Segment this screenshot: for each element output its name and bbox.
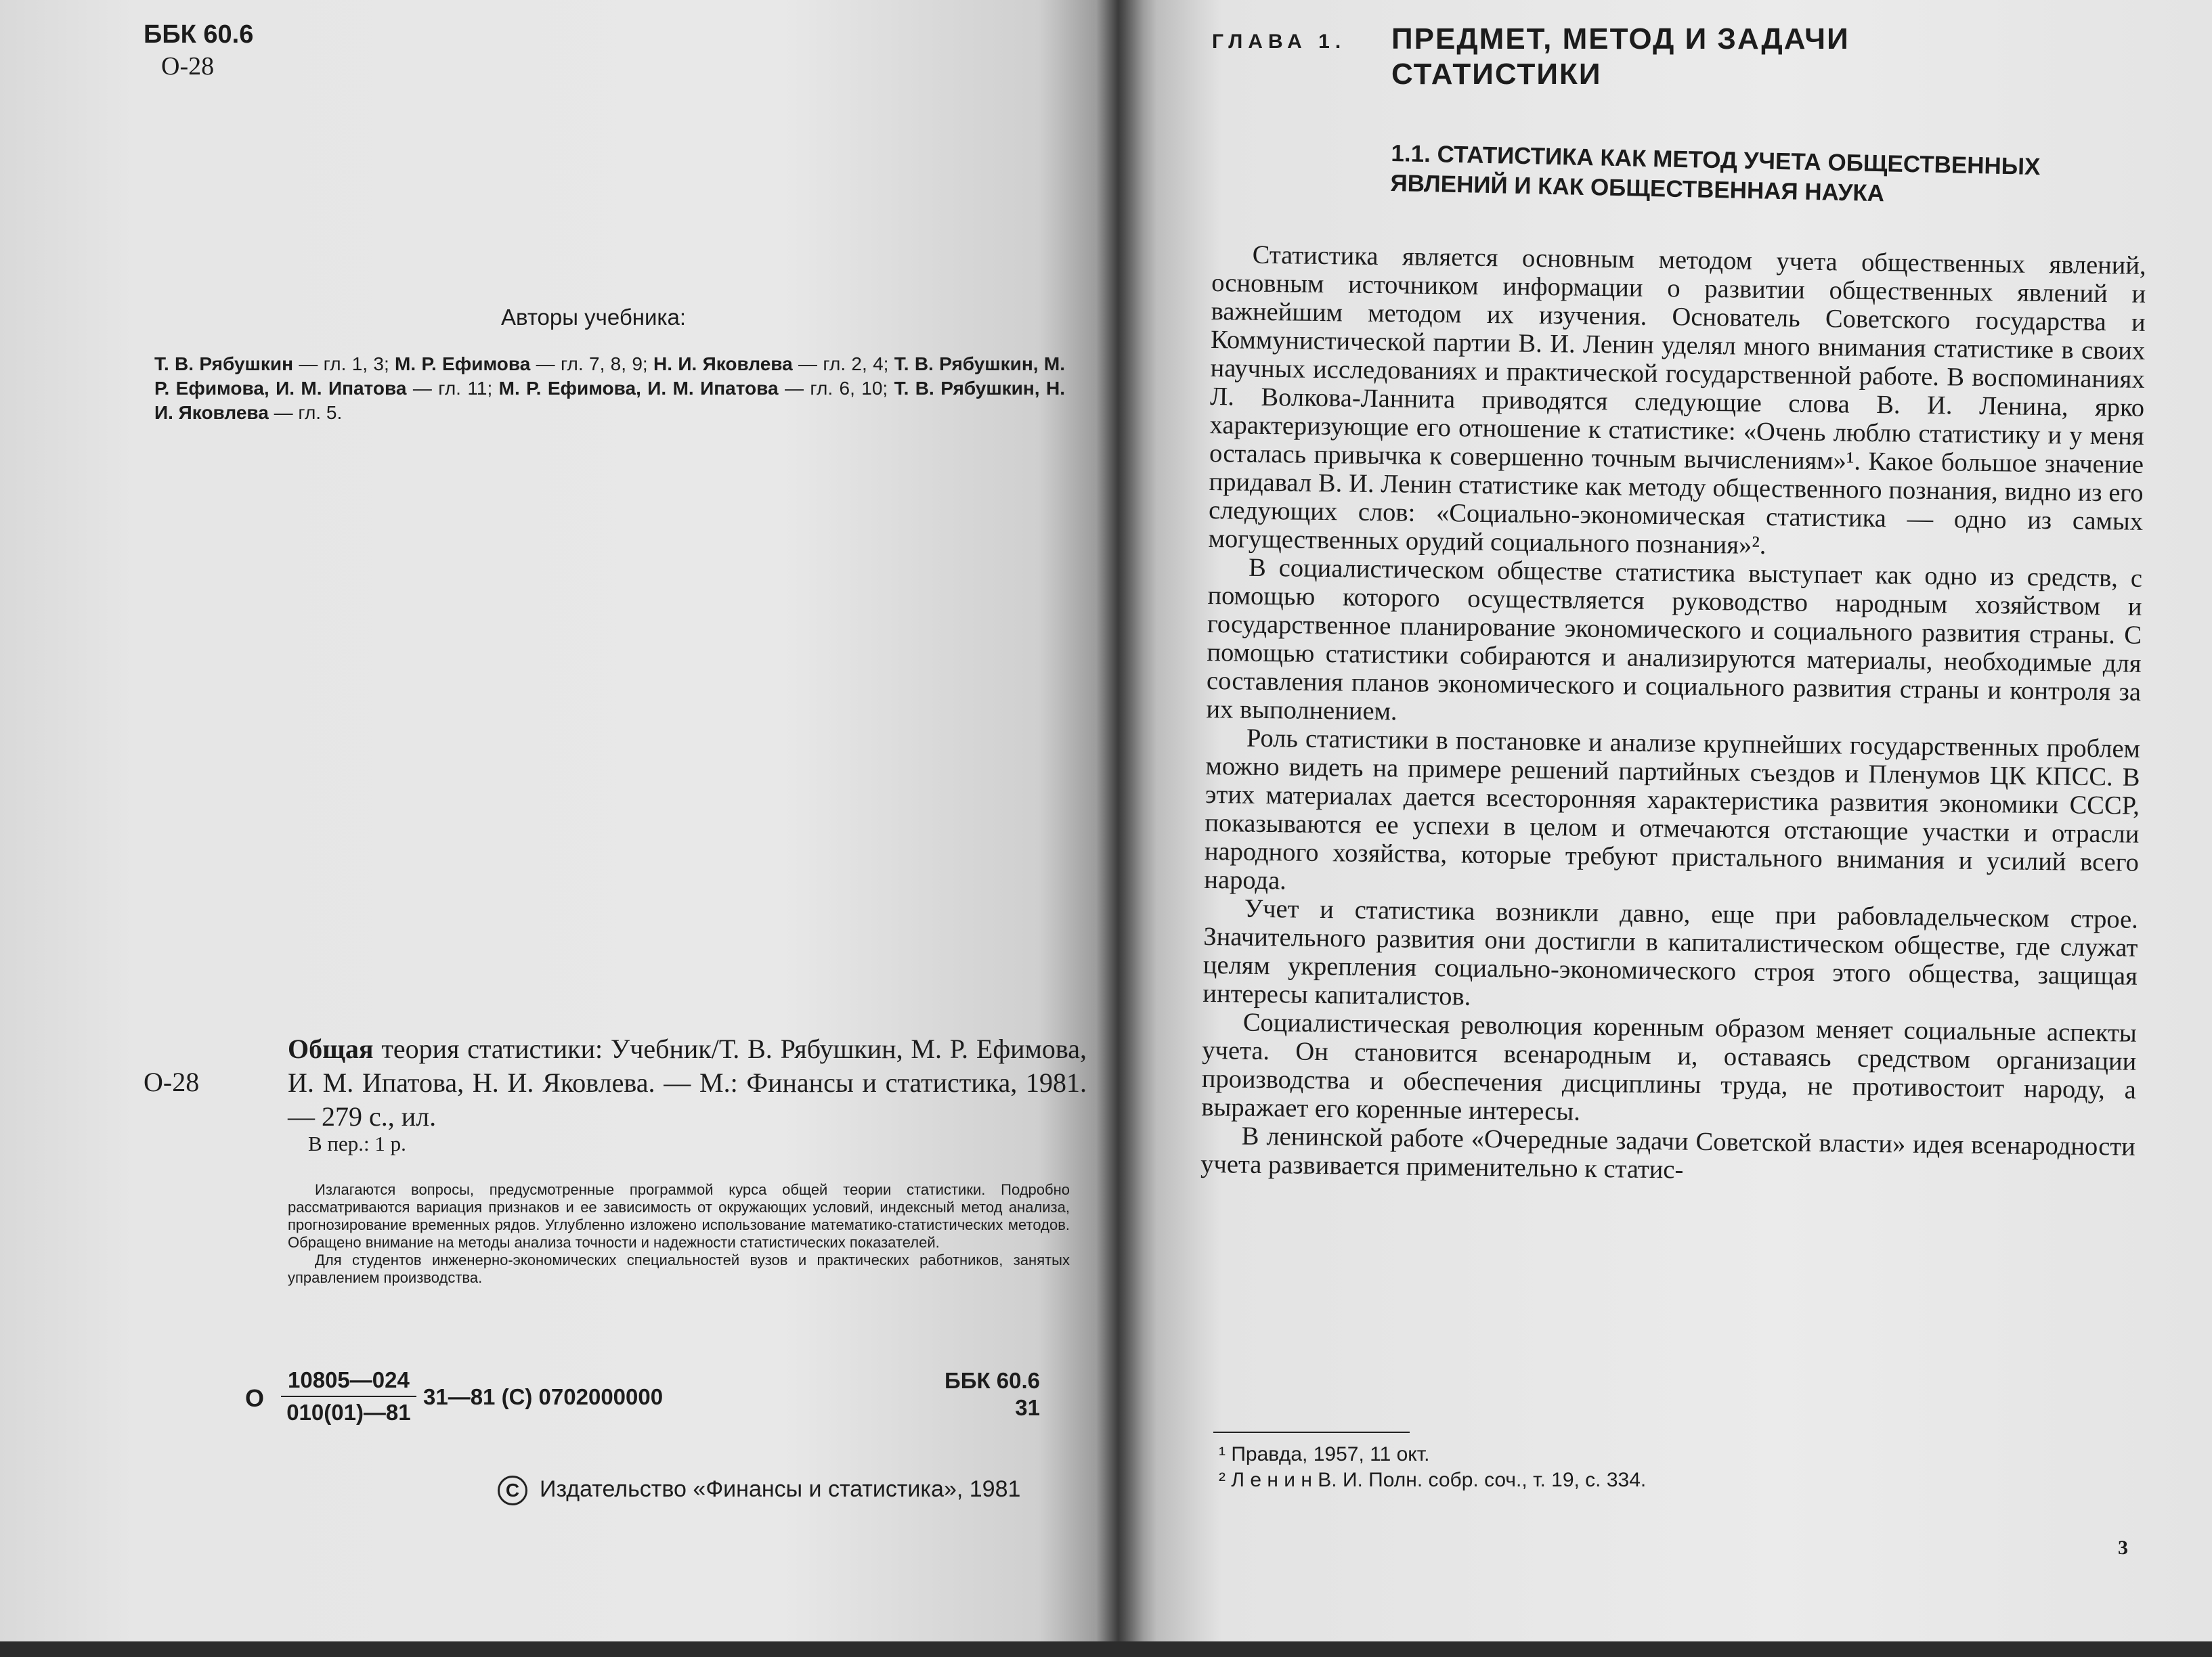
copyright [498,1476,1020,1505]
chapter-title [1391,22,1850,92]
footnotes [1219,1442,1646,1493]
body-paragraph: В социалистическом обществе статистика выступает как одно из средств, с помощью которого осуществляется руководство народным хозяйством и государственное планирование экономического и социального развития страны. С помощью статистики собираются и анализируются материалы, необходимые для составления планов экономического и социального развития страны и контроля за их выполнением. [1206,553,2143,726]
copyright-text: Издательство «Финансы и статистика», 1981 [540,1476,1021,1502]
catalog-card-index: О-28 [144,1067,200,1097]
section-title-line: 1.1. СТАТИСТИКА КАК МЕТОД УЧЕТА ОБЩЕСТВЕННЫХ [1391,139,2041,181]
bbk-bottom-line1: ББК 60.6 [945,1368,1040,1393]
author-chapters: — гл. 2, 4; [792,353,894,374]
index-rest: 31—81 (С) 0702000000 [423,1384,664,1409]
author-chapters: — гл. 5. [268,402,343,423]
author-name: Т. В. Рябушкин [154,353,293,374]
bbk-code: ББК 60.6 [144,20,254,49]
authors-list [154,352,1065,425]
author-chapters: — гл. 6, 10; [778,378,894,399]
price: В пер.: 1 р. [308,1132,406,1155]
body-paragraph: Статистика является основным методом учета общественных явлений, основным источником информации о развитии общественных явлений и важнейшим методом их изучения. Основатель Советского государства и Коммунистической партии В. И. Ленин уделял много внимания статистике в своих научных исследованиях и практической государственной работе. В воспоминаниях Л. Волкова-Ланнита приводятся следующие слова В. И. Ленина, ярко характеризующие его отношение к статистике: «Очень люблю статистику и у меня осталась привычка к совершенно точным вычислениям»¹. Какое большое значение придавал В. И. Ленин статистике как методу общественного познания, видно из его следующих слов: «Социально-экономическая статистика — одно из самых могущественных орудий социального познания»². [1208,240,2146,560]
annotation-paragraph: Излагаются вопросы, предусмотренные программой курса общей теории статистики. Подробно рассматриваются вариация признаков и ее зависимость от окружающих условий, индексный метод анализа, прогнозирование временных рядов. Углубленно изложено использование математико-статистических методов. Обращено внимание на методы анализа точности и надежности статистических показателей. [288,1181,1070,1251]
chapter-title-line: СТАТИСТИКИ [1391,58,1602,91]
body-paragraph: Учет и статистика возникли давно, еще при рабовладельческом строе. Значительного развития они достигли в капиталистическом обществе, где служат целям укрепления социально-экономического строя этого общества, защищая интересы капиталистов. [1202,894,2139,1011]
index-denominator: 010(01)—81 [286,1400,411,1425]
book-gutter [1097,0,1144,1641]
catalog-card-text [288,1032,1087,1134]
author-name: Т. В. Рябушкин, М. Р. Ефимова, И. М. Ипатова [154,353,1065,399]
copyright-icon: C [498,1476,527,1505]
author-name: М. Р. Ефимова [395,353,531,374]
annotation-paragraph: Для студентов инженерно-экономических специальностей вузов и практических работников, занятых управлением производства. [288,1252,1070,1286]
scan-edge [0,1641,2212,1657]
catalog-description: теория статистики: Учебник/Т. В. Рябушкин, М. Р. Ефимова, И. М. Ипатова, Н. И. Яковлева. — М.: Финансы и статистика, 1981. — 279 с., ил. [288,1034,1087,1132]
footnote-rule [1213,1432,1410,1433]
body-paragraph: Роль статистики в постановке и анализе крупнейших государственных проблем можно видеть на примере решений партийных съездов и Пленумов ЦК КПСС. В этих материалах дается всесторонняя характеристика развития экономики СССР, показываются ее успехи в целом и отмечаются отстающие участки и отрасли народного хозяйства, которые требуют пристального внимания и усилий всего народа. [1204,724,2141,896]
author-chapters: — гл. 11; [406,378,499,399]
author-name: Н. И. Яковлева [653,353,793,374]
index-fraction [281,1367,416,1426]
author-name: Т. В. Рябушкин, Н. И. Яковлева [154,378,1065,423]
index-letter: О [245,1384,265,1412]
authors-heading: Авторы учебника: [501,305,687,330]
body-paragraph: В ленинской работе «Очередные задачи Советской власти» идея всенародности учета развивается применительно к статис- [1200,1122,2135,1185]
bbk-index: О-28 [161,52,215,81]
index-numerator: 10805—024 [281,1367,416,1397]
body-text [1200,240,2146,1190]
annotation [288,1181,1070,1287]
catalog-title-word: Общая [288,1034,374,1064]
chapter-title-line: ПРЕДМЕТ, МЕТОД И ЗАДАЧИ [1391,22,1850,56]
chapter-label: ГЛАВА 1. [1212,30,1347,53]
section-title-line: ЯВЛЕНИЙ И КАК ОБЩЕСТВЕННАЯ НАУКА [1390,169,1885,207]
body-paragraph: Социалистическая революция коренным образом меняет социальные аспекты учета. Он становится всенародным и, оставаясь средством организации производства и обеспечения дисциплины труда, не противостоит народу, а выражает его коренные интересы. [1201,1008,2138,1126]
bbk-bottom-line2: 31 [1015,1395,1040,1420]
bbk-bottom [945,1367,1040,1421]
footnote: ² Л е н и н В. И. Полн. собр. соч., т. 19, с. 334. [1219,1469,1647,1491]
author-name: М. Р. Ефимова, И. М. Ипатова [498,378,779,399]
author-chapters: — гл. 7, 8, 9; [530,353,654,374]
footnote: ¹ Правда, 1957, 11 окт. [1219,1443,1430,1465]
page-number: 3 [2118,1537,2128,1559]
author-chapters: — гл. 1, 3; [293,353,395,374]
